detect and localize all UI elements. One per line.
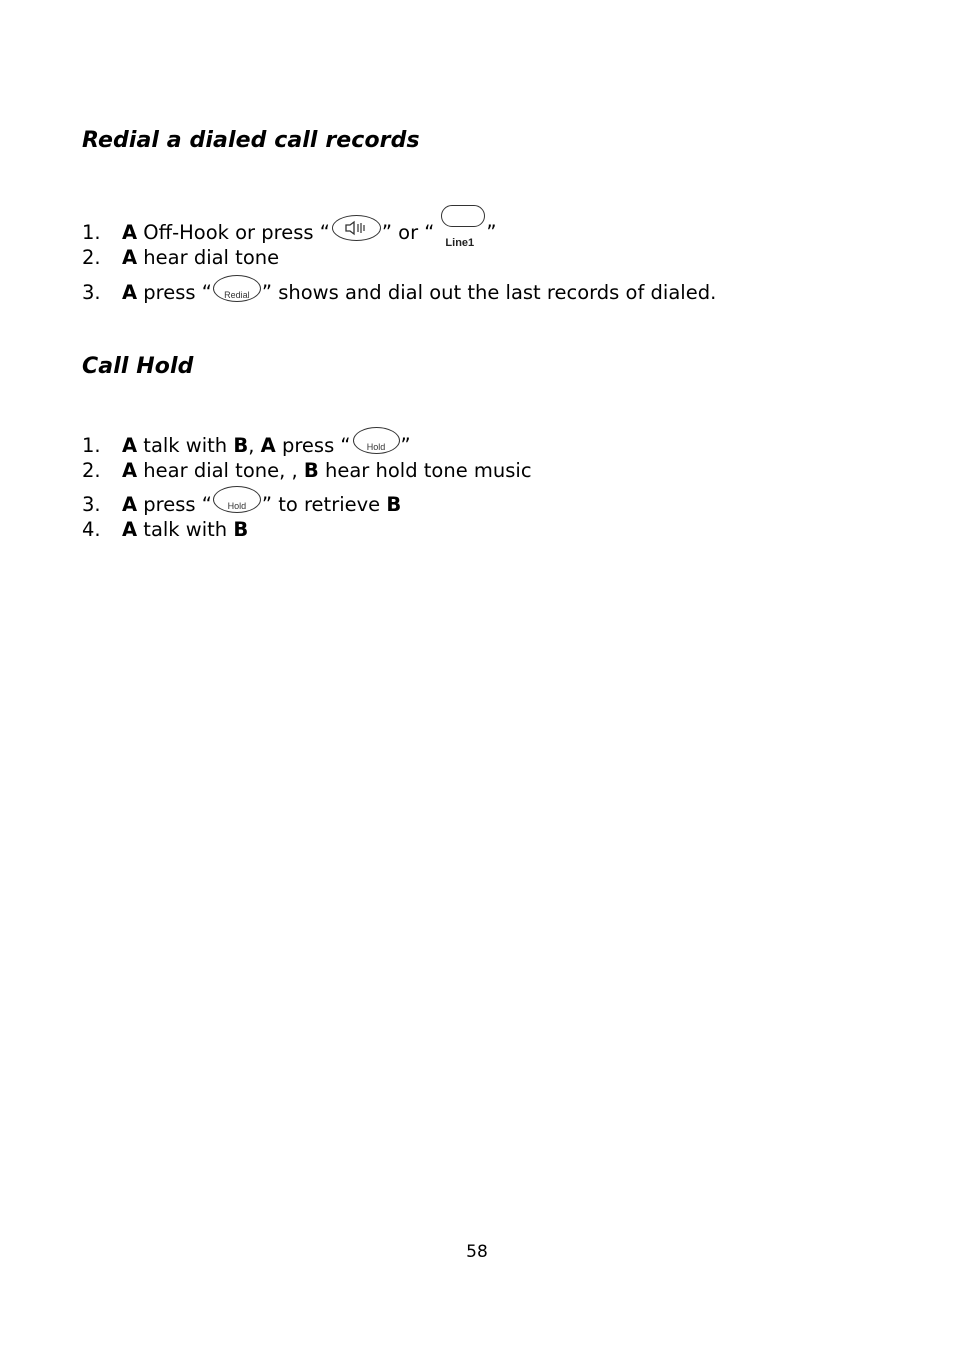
party-b: B xyxy=(233,434,249,457)
hold-key-button xyxy=(353,427,400,454)
step-subject: A xyxy=(122,518,138,541)
speaker-key-button xyxy=(332,215,381,241)
speaker-icon xyxy=(344,220,370,236)
hold-step-2 xyxy=(82,459,532,483)
step-number: 2. xyxy=(82,246,101,269)
step-number: 4. xyxy=(82,518,101,541)
hold-key-slot xyxy=(212,497,262,517)
step-number: 2. xyxy=(82,459,101,482)
step-number: 1. xyxy=(82,221,101,244)
step-subject: A xyxy=(260,434,276,457)
step-text: press “ xyxy=(137,493,212,516)
step-text: , xyxy=(248,434,261,457)
step-text: hear hold tone music xyxy=(318,459,532,482)
step-text: ” xyxy=(400,434,411,457)
line1-key-slot xyxy=(434,225,486,249)
step-text: talk with xyxy=(137,434,234,457)
step-number: 3. xyxy=(82,281,101,304)
hold-step-3 xyxy=(82,493,401,517)
party-b: B xyxy=(386,493,402,516)
section-title-call-hold: Call Hold xyxy=(82,354,194,379)
step-text: talk with xyxy=(137,518,234,541)
step-text: ” xyxy=(486,221,497,244)
redial-step-1 xyxy=(82,221,497,249)
redial-key-label: Redial xyxy=(224,290,250,300)
redial-key-slot xyxy=(212,285,262,305)
step-text: ” to retrieve xyxy=(261,493,387,516)
hold-step-1 xyxy=(82,434,411,458)
step-text: press “ xyxy=(137,281,212,304)
line1-key-button xyxy=(441,205,485,227)
step-subject: A xyxy=(122,459,138,482)
hold-key-label: Hold xyxy=(227,501,247,511)
step-text: ” or “ xyxy=(381,221,435,244)
step-number: 1. xyxy=(82,434,101,457)
party-b: B xyxy=(233,518,249,541)
page-number: 58 xyxy=(466,1242,488,1262)
hold-step-4 xyxy=(82,518,248,542)
speaker-key-slot xyxy=(330,225,382,245)
line1-key-label: Line1 xyxy=(445,237,475,249)
step-text: ” shows and dial out the last records of dialed. xyxy=(261,281,717,304)
redial-step-3 xyxy=(82,281,716,305)
redial-step-2 xyxy=(82,246,279,270)
step-subject: A xyxy=(122,246,138,269)
step-text: hear dial tone xyxy=(137,246,280,269)
step-text: hear dial tone, , xyxy=(137,459,304,482)
step-number: 3. xyxy=(82,493,101,516)
hold-key-label: Hold xyxy=(366,442,386,452)
hold-key-slot xyxy=(351,438,401,458)
hold-key-button xyxy=(213,486,261,513)
step-text: press “ xyxy=(275,434,351,457)
step-text: Off-Hook or press “ xyxy=(137,221,330,244)
section-title-redial: Redial a dialed call records xyxy=(82,128,420,153)
redial-key-button xyxy=(213,275,261,302)
step-subject: A xyxy=(122,493,138,516)
step-subject: A xyxy=(122,281,138,304)
step-subject: A xyxy=(122,221,138,244)
step-subject: A xyxy=(122,434,138,457)
party-b: B xyxy=(303,459,319,482)
